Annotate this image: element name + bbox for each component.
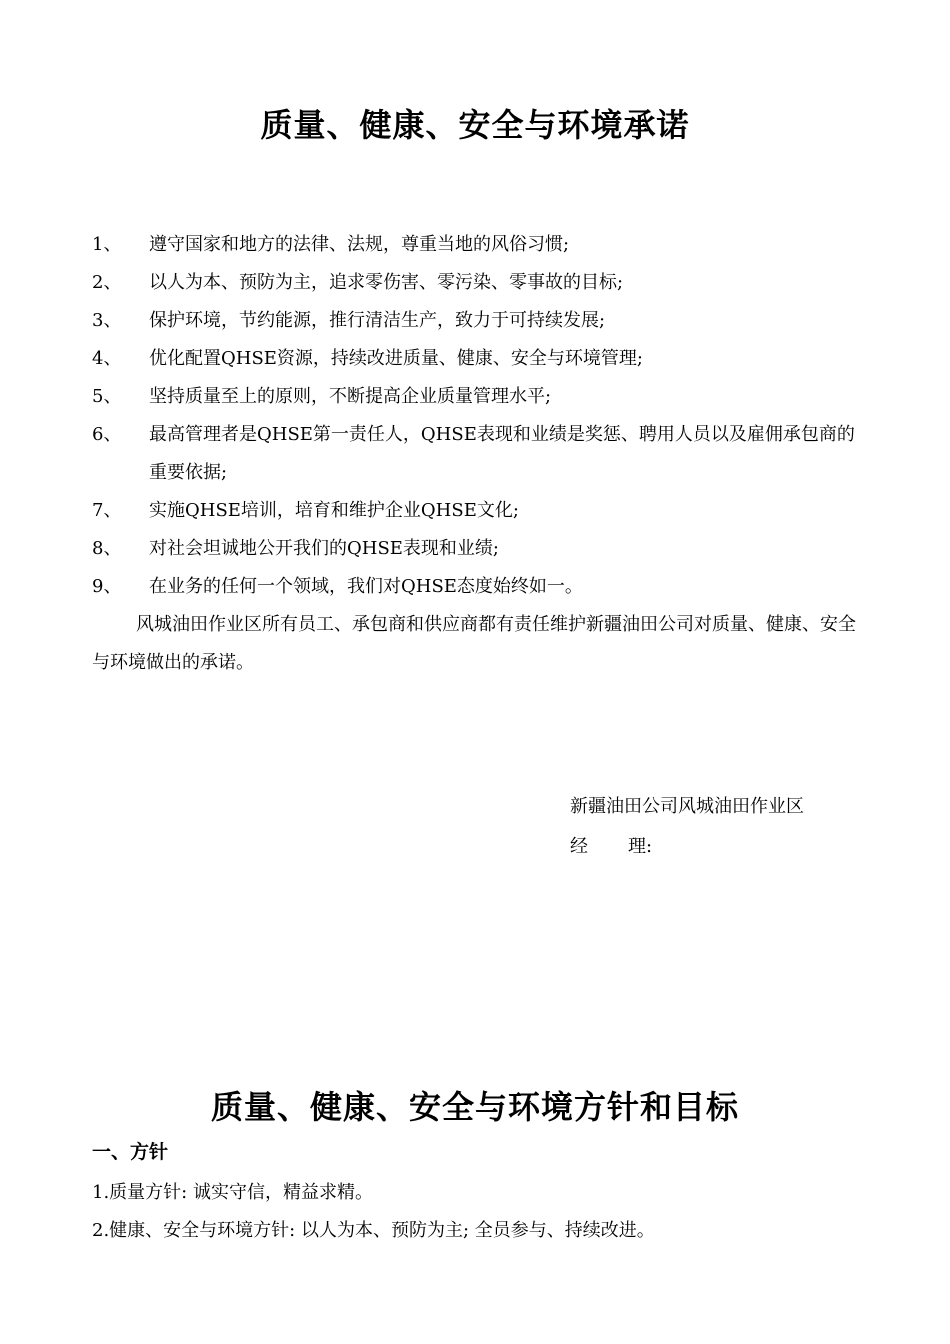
item-text: 坚持质量至上的原则，不断提高企业质量管理水平; [149,386,552,407]
list-item [92,264,862,302]
item-number: 3、 [92,310,122,331]
item-number: 1、 [92,234,122,255]
item-text: 遵守国家和地方的法律、法规，尊重当地的风俗习惯; [149,234,570,255]
list-item [92,530,862,568]
list-item [92,226,862,264]
list-item: 2.健康、安全与环境方针: 以人为本、预防为主; 全员参与、持续改进。 [92,1220,655,1241]
item-text: 最高管理者是QHSE第一责任人，QHSE表现和业绩是奖惩、聘用人员以及雇佣承包商的重要依据; [149,424,855,483]
list-item: 1.质量方针: 诚实守信，精益求精。 [92,1182,373,1203]
commitment-list [92,226,862,606]
signature-manager [570,827,804,867]
list-item [92,378,862,416]
manager-label: 经理 [570,836,646,857]
responsibility-paragraph: 风城油田作业区所有员工、承包商和供应商都有责任维护新疆油田公司对质量、健康、安全与环境做出的承诺。 [92,614,856,673]
manager-colon: : [646,836,653,857]
item-number: 6、 [92,424,122,445]
list-item [92,416,862,492]
item-text: 保护环境，节约能源，推行清洁生产，致力于可持续发展; [149,310,606,331]
item-number: 4、 [92,348,122,369]
signature-block [570,787,804,867]
list-item [92,492,862,530]
item-text: 以人为本、预防为主，追求零伤害、零污染、零事故的目标; [149,272,624,293]
item-text: 在业务的任何一个领域，我们对QHSE态度始终如一。 [149,576,583,597]
item-number: 2、 [92,272,122,293]
policy-list [92,1174,655,1250]
list-item [92,302,862,340]
signature-org: 新疆油田公司风城油田作业区 [570,796,804,817]
policy-title: 质量、健康、安全与环境方针和目标 [210,1088,739,1126]
commitment-title: 质量、健康、安全与环境承诺 [260,106,690,144]
item-number: 9、 [92,576,122,597]
item-text: 对社会坦诚地公开我们的QHSE表现和业绩; [149,538,499,559]
item-number: 8、 [92,538,122,559]
item-number: 7、 [92,500,122,521]
list-item [92,568,862,606]
item-text: 优化配置QHSE资源，持续改进质量、健康、安全与环境管理; [149,348,643,369]
section-heading: 一、方针 [92,1141,169,1163]
item-number: 5、 [92,386,122,407]
list-item [92,340,862,378]
item-text: 实施QHSE培训，培育和维护企业QHSE文化; [149,500,519,521]
